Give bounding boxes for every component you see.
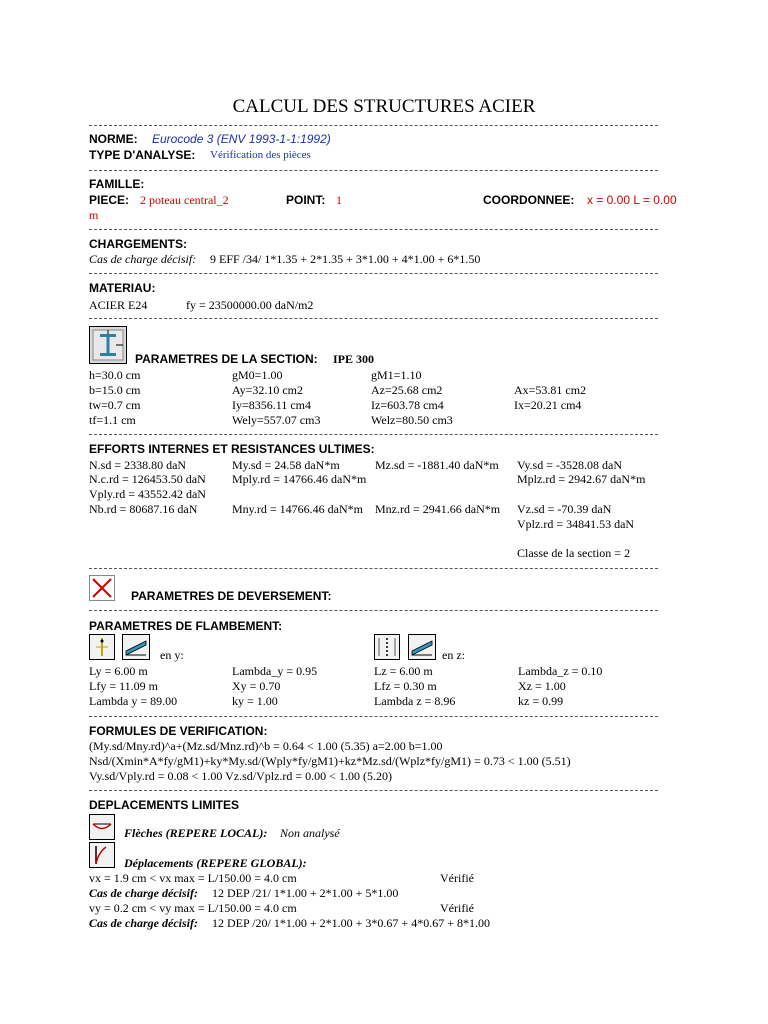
piece-value: 2 poteau central_2 [140,193,229,207]
piece-label: PIECE: [89,193,130,207]
point-label: POINT: [286,193,326,207]
effort-value: N.c.rd = 126453.50 daN [89,472,206,486]
en-z-label: en z: [442,648,465,662]
flambement-cell: Xy = 0.70 [232,679,281,693]
efforts-header: EFFORTS INTERNES ET RESISTANCES ULTIMES: [89,442,375,456]
vy-check: vy = 0.2 cm < vy max = L/150.00 = 4.0 cm [89,901,297,915]
divider [89,568,658,569]
buckling-y-icon [89,634,115,660]
cas-decisif-label: Cas de charge décisif: [89,916,198,930]
analyse-label: TYPE D'ANALYSE: [89,148,196,162]
flambement-cell: kz = 0.99 [518,694,564,708]
flambement-cell: Lz = 6.00 m [374,664,433,678]
formule-line: Vy.sd/Vply.rd = 0.08 < 1.00 Vz.sd/Vplz.rd = 0.00 < 1.00 (5.20) [89,769,392,783]
effort-value: Mz.sd = -1881.40 daN*m [375,458,499,472]
cas-decisif-value: 12 DEP /20/ 1*1.00 + 2*1.00 + 3*0.67 + 4*0.67 + 8*1.00 [212,916,490,930]
effort-value: Vy.sd = -3528.08 daN [517,458,622,472]
section-cell: tf=1.1 cm [89,413,136,427]
divider [89,273,658,274]
formules-header: FORMULES DE VERIFICATION: [89,724,268,738]
effort-value: My.sd = 24.58 daN*m [232,458,340,472]
analyse-value: Vérification des pièces [210,149,311,161]
divider [89,434,658,435]
deversement-cross-icon [89,575,115,601]
section-cell: Az=25.68 cm2 [371,383,443,397]
section-header: PARAMETRES DE LA SECTION: [135,352,318,366]
fleches-label: Flèches (REPERE LOCAL): [124,826,268,840]
flambement-cell: Lambda z = 8.96 [374,694,456,708]
deplacements-label: Déplacements (REPERE GLOBAL): [124,856,307,870]
section-cell: Ix=20.21 cm4 [514,398,582,412]
materiau-header: MATERIAU: [89,281,156,295]
effort-value: Mny.rd = 14766.46 daN*m [232,502,363,516]
vy-status: Vérifié [440,901,474,915]
effort-value: Vply.rd = 43552.42 daN [89,487,206,501]
materiau-name: ACIER E24 [89,298,148,312]
divider [89,125,658,126]
vx-check: vx = 1.9 cm < vx max = L/150.00 = 4.0 cm [89,871,297,885]
materiau-fy: fy = 23500000.00 daN/m2 [186,298,314,312]
point-value: 1 [336,193,342,207]
formule-line: (My.sd/Mny.rd)^a+(Mz.sd/Mnz.rd)^b = 0.64 < 1.00 (5.35) a=2.00 b=1.00 [89,739,443,753]
buckling-z-icon [374,634,400,660]
formule-line: Nsd/(Xmin*A*fy/gM1)+ky*My.sd/(Wply*fy/gM1)+kz*Mz.sd/(Wplz*fy/gM1) = 0.73 < 1.00 (5.51) [89,754,571,768]
cas-decisif-label: Cas de charge décisif: [89,886,198,900]
effort-value: Mnz.rd = 2941.66 daN*m [375,502,501,516]
buckling-support-z-icon [408,634,436,660]
effort-value: Vz.sd = -70.39 daN [517,502,612,516]
norme-value: Eurocode 3 (ENV 1993-1-1:1992) [152,132,331,146]
flambement-header: PARAMETRES DE FLAMBEMENT: [89,619,283,633]
vx-status: Vérifié [440,871,474,885]
coordonnee-label: COORDONNEE: [483,193,575,207]
effort-value: Nb.rd = 80687.16 daN [89,502,198,516]
coordonnee-unit: m [89,208,99,222]
section-cell: h=30.0 cm [89,368,141,382]
chargements-header: CHARGEMENTS: [89,237,187,251]
effort-value: N.sd = 2338.80 daN [89,458,187,472]
flambement-cell: Lfy = 11.09 m [89,679,158,693]
section-cell: Ay=32.10 cm2 [232,383,303,397]
classe-section: Classe de la section = 2 [517,546,631,560]
effort-value: Mply.rd = 14766.46 daN*m [232,472,367,486]
fleche-deflection-icon [89,814,115,840]
divider [89,790,658,791]
cas-decisif-value: 12 DEP /21/ 1*1.00 + 2*1.00 + 5*1.00 [212,886,399,900]
section-profile: IPE 300 [333,352,375,366]
flambement-cell: Lambda_z = 0.10 [518,664,603,678]
deplacement-global-icon [89,842,115,868]
cas-charge-label: Cas de charge décisif: [89,252,197,266]
divider [89,318,658,319]
deversement-header: PARAMETRES DE DEVERSEMENT: [131,589,332,603]
section-cell: Welz=80.50 cm3 [371,413,453,427]
section-ipe-icon [89,326,127,364]
section-cell: Wely=557.07 cm3 [232,413,321,427]
effort-value: Mplz.rd = 2942.67 daN*m [517,472,646,486]
section-cell: gM1=1.10 [371,368,422,382]
section-cell: gM0=1.00 [232,368,283,382]
flambement-cell: Lfz = 0.30 m [374,679,437,693]
flambement-cell: Xz = 1.00 [518,679,566,693]
fleches-value: Non analysé [280,826,340,840]
divider [89,610,658,611]
divider [89,229,658,230]
cas-charge-value: 9 EFF /34/ 1*1.35 + 2*1.35 + 3*1.00 + 4*1.00 + 6*1.50 [210,252,481,266]
flambement-cell: ky = 1.00 [232,694,278,708]
section-cell: Iy=8356.11 cm4 [232,398,311,412]
divider [89,170,658,171]
section-cell: b=15.0 cm [89,383,141,397]
buckling-support-y-icon [122,634,150,660]
norme-label: NORME: [89,132,138,146]
divider [89,716,658,717]
famille-label: FAMILLE: [89,177,145,191]
flambement-cell: Lambda_y = 0.95 [232,664,318,678]
deplacements-header: DEPLACEMENTS LIMITES [89,798,240,812]
section-cell: Iz=603.78 cm4 [371,398,444,412]
effort-value: Vplz.rd = 34841.53 daN [517,517,635,531]
flambement-cell: Ly = 6.00 m [89,664,148,678]
coordonnee-value: x = 0.00 L = 0.00 [587,193,677,207]
section-cell: Ax=53.81 cm2 [514,383,587,397]
flambement-cell: Lambda y = 89.00 [89,694,178,708]
en-y-label: en y: [160,648,184,662]
section-cell: tw=0.7 cm [89,398,141,412]
page-title: CALCUL DES STRUCTURES ACIER [232,96,536,117]
